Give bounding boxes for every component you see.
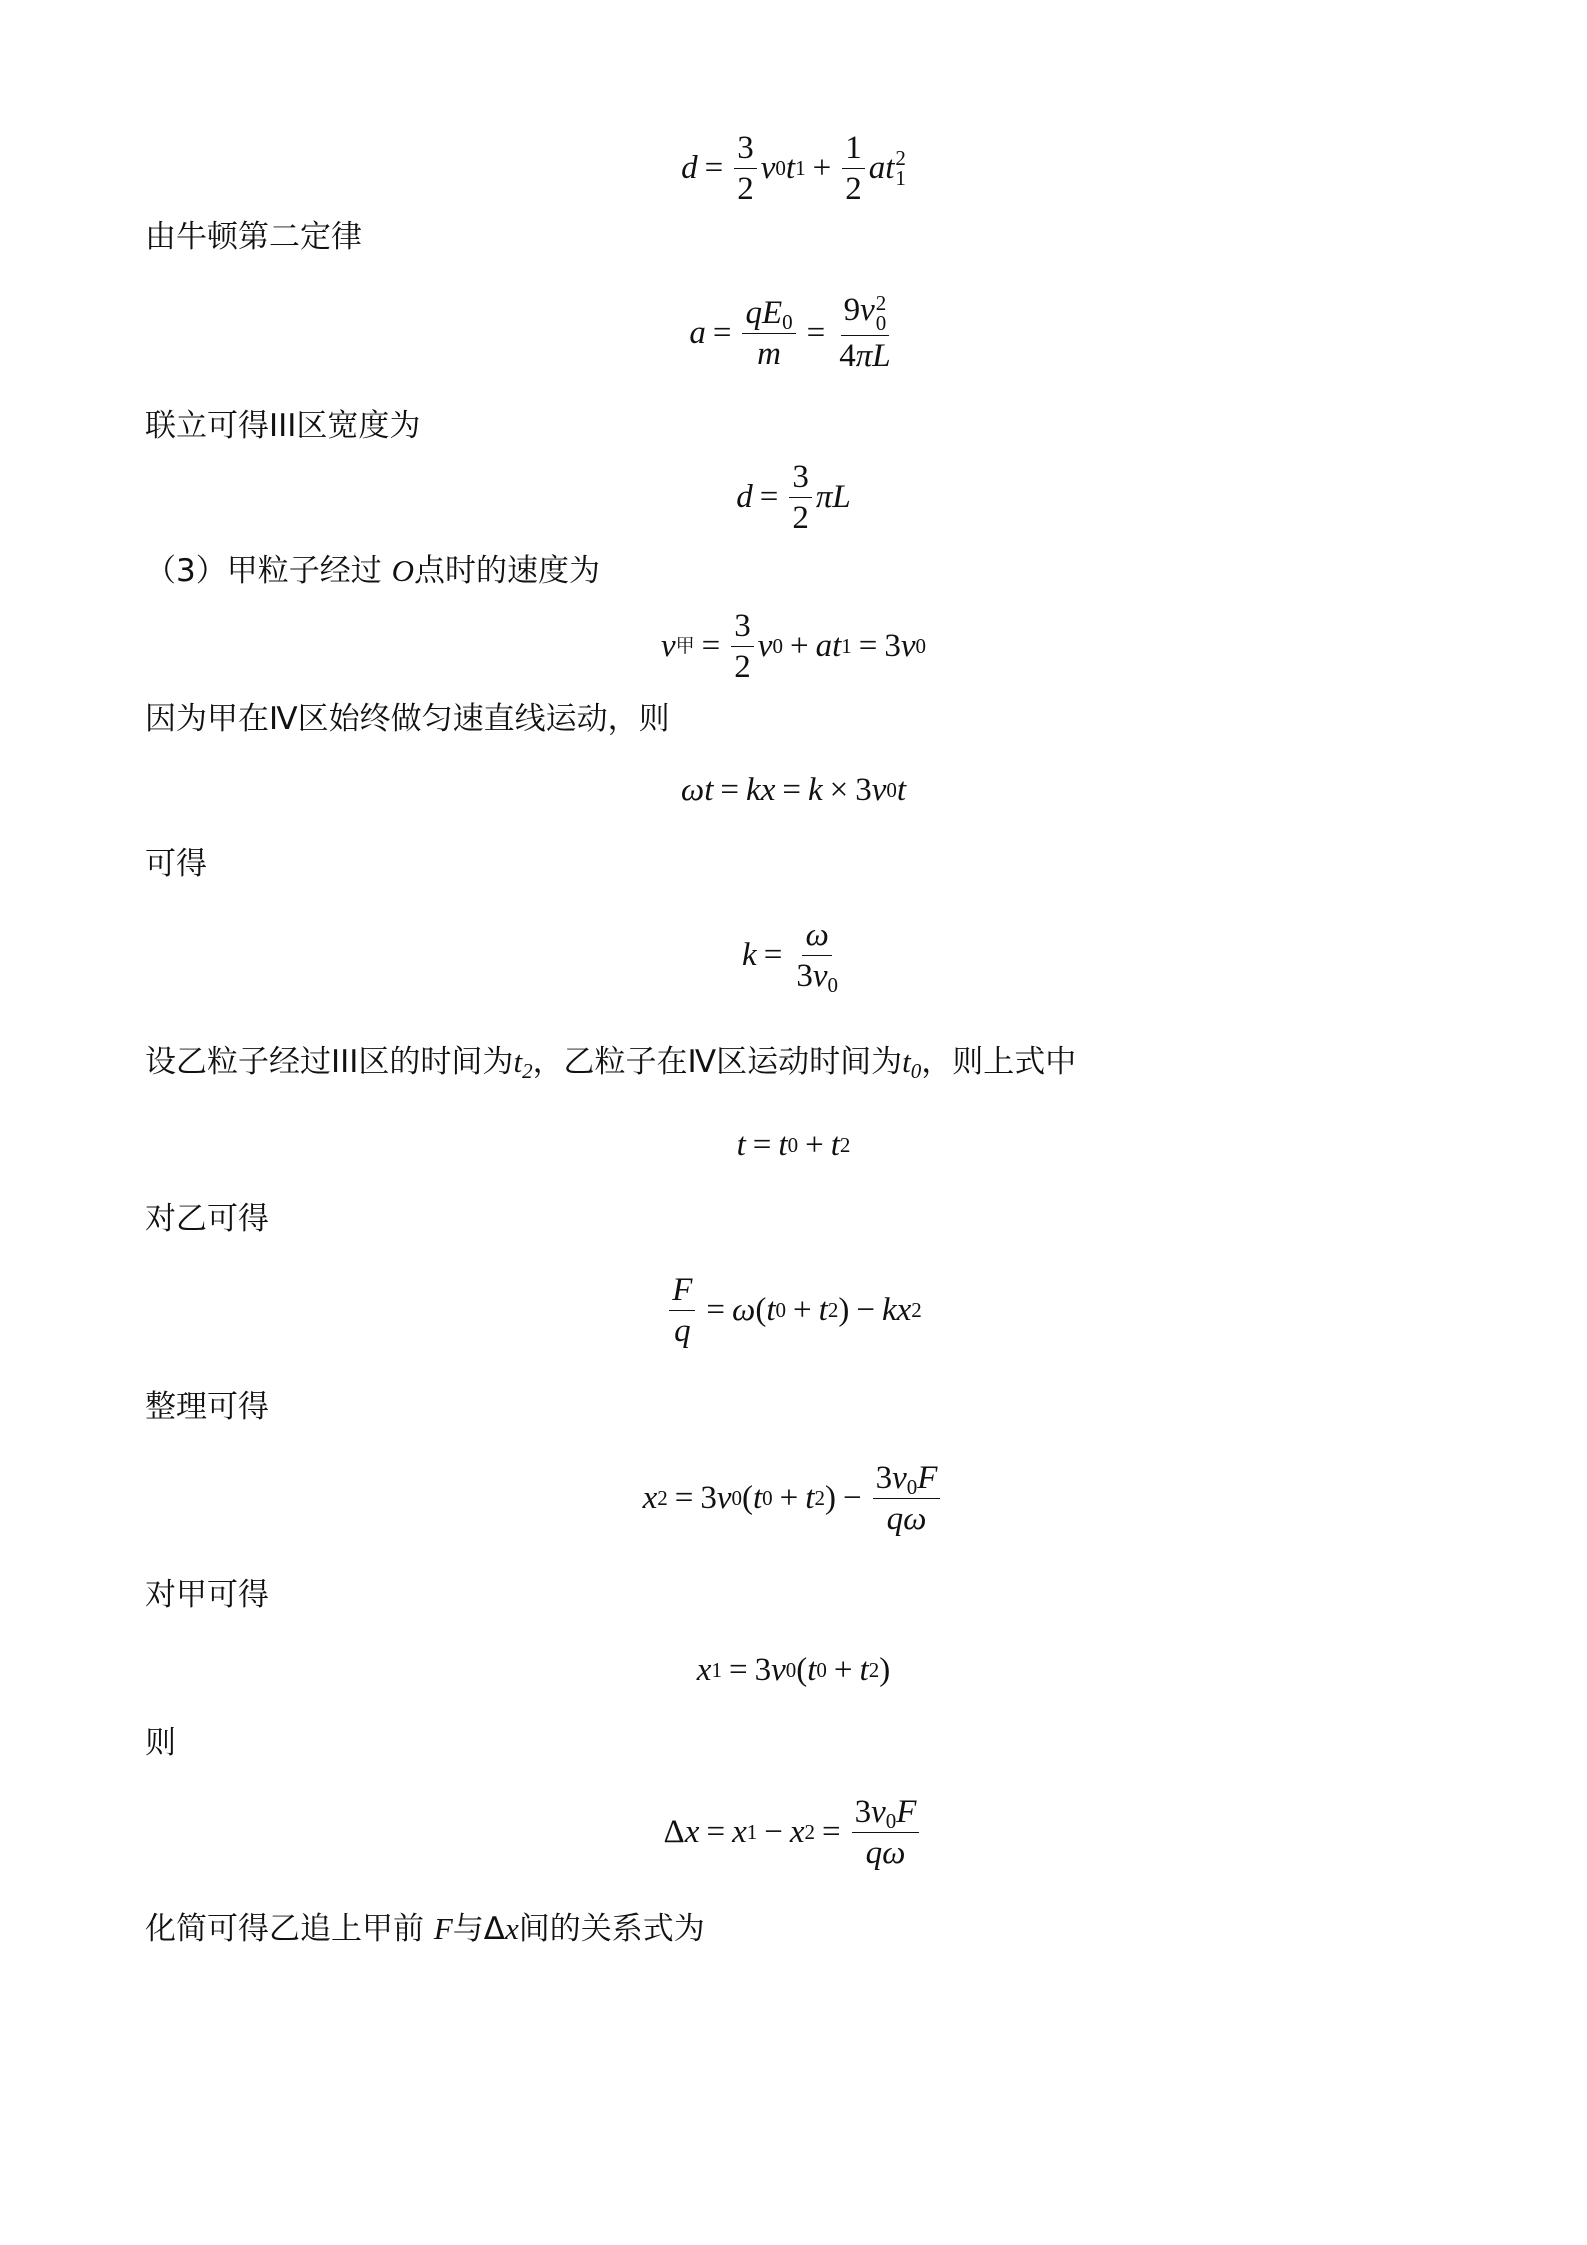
equation-delta-x: Δ x = x 1 − x 2 = $\frac{3v_0F}{q\omega}$: [0, 1792, 1587, 1872]
equation-d-width: d = $\frac{3}{2}$ π L: [736, 458, 851, 536]
equation-omega-t: ω t = k x = k × 3 v 0 t: [680, 771, 907, 808]
text-ze: 则: [145, 1725, 176, 1761]
text-kede-1: 可得: [145, 846, 207, 882]
equation-x2: x 2 = 3 v 0 ( t 0 + t 2 ) − $\frac{3v_0F}{q\omega}$: [0, 1458, 1587, 1538]
text-assume: 设乙粒子经过III区的时间为$t_2$，乙粒子在Ⅳ区运动时间为$t_0$，则上式中: [145, 1044, 1077, 1083]
text-part3: （3）甲粒子经过 O点时的速度为: [145, 553, 600, 589]
text-for-yi: 对乙可得: [145, 1201, 269, 1237]
text-because: 因为甲在Ⅳ区始终做匀速直线运动，则: [145, 701, 670, 737]
equation-force-yi: $\frac{F}{q}$ = ω ( t 0 + t 2 ) − k x 2: [0, 1270, 1587, 1350]
text-combine: 联立可得III区宽度为: [145, 408, 421, 444]
equation-k: k = $\frac{\omega}{3v_0}$: [742, 916, 838, 997]
equation-x1: x 1 = 3 v 0 ( t 0 + t 2 ): [696, 1651, 891, 1688]
text-newton: 由牛顿第二定律: [145, 219, 362, 255]
equation-acceleration: a = $\frac{qE_0}{m}$ = 9v 2 0 4πL: [689, 290, 891, 374]
equation-t-sum: t = t 0 + t 2: [736, 1126, 851, 1163]
equation-d-kinematics: d = $\frac{3}{2}$ v 0 t 1 + $\frac{1}{2}$ a t 2 1: [681, 129, 906, 207]
text-for-jia: 对甲可得: [145, 1577, 269, 1613]
text-simplify: 化简可得乙追上甲前 F与Δx间的关系式为: [145, 1911, 705, 1947]
equation-v-jia: v 甲 = $\frac{3}{2}$ v 0 + a t 1 = 3 v 0: [660, 607, 927, 685]
text-tidy: 整理可得: [145, 1389, 269, 1425]
